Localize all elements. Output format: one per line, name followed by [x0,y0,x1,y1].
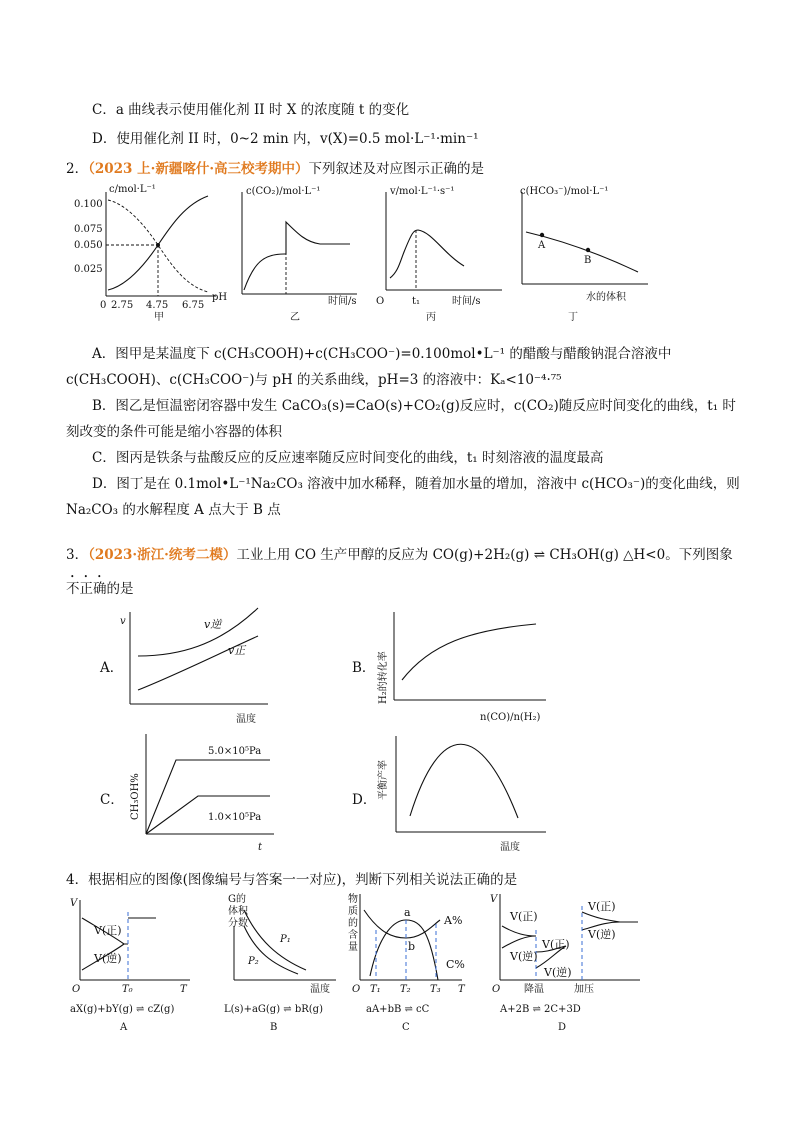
q4-stem: 4．根据相应的图像(图像编号与答案一一对应)，判断下列相关说法正确的是 [66,872,518,888]
jia-xtick: 6.75 [182,300,205,311]
q2-source: （2023 上·新疆喀什·高三校考期中） [88,161,309,177]
q4d-cool: 降温 [524,984,544,995]
graph-ding [510,182,660,322]
q4c-guides [376,920,436,980]
q4a-t0: T₀ [122,984,133,995]
q3-label-b: B． [352,660,376,676]
q3-emphasis: 不正确 [66,581,107,597]
q4a-equation: aX(g)+bY(g) ⇌ cZ(g) [70,1004,175,1015]
jia-caption: 甲 [154,312,164,323]
q2-option-b-cont: 刻改变的条件可能是缩小容器的体积 [66,424,282,440]
q2-option-a-cont: c(CH₃COOH)、c(CH₃COO⁻)与 pH 的关系曲线，pH=3 的溶液中：Kₐ<10⁻⁴·⁷⁵ [66,372,562,388]
bing-ylabel: v/mol·L⁻¹·s⁻¹ [390,186,455,197]
q3b-xlabel: n(CO)/n(H₂) [480,712,541,723]
q4c-t: T [458,984,465,995]
q4c-y5: 量 [348,942,358,953]
q4c-ap: A% [444,914,463,927]
q3-source: （2023·浙江·统考二模） [88,547,237,563]
q1-option-c: C．a 曲线表示使用催化剂 II 时 X 的浓度随 t 的变化 [92,102,410,118]
q3-stem-rest: 的是 [106,581,134,597]
jia-xlabel: pH [212,292,228,303]
q4c-b: b [408,940,416,953]
q4c-origin: O [352,984,361,995]
ding-curve [526,232,638,272]
graph-bing [372,182,512,322]
q3-graph-d [370,730,550,855]
q4c-y4: 含 [348,930,358,941]
q4d-vz-1: V(正) [510,910,538,923]
ding-point-b [586,248,590,252]
q1-option-d: D．使用催化剂 II 时，0~2 min 内，v(X)=0.5 mol·L⁻¹·min⁻¹ [92,131,479,147]
q4-graph-b [210,890,346,1040]
q3-label-c: C． [100,792,124,808]
yi-ylabel: c(CO₂)/mol·L⁻¹ [246,186,321,197]
q3b-ylabel: H₂的转化率 [378,651,389,704]
jia-xtick: 2.75 [111,300,134,311]
q3c-ylabel: CH₃OH% [130,773,141,820]
q3-stem: 工业上用 CO 生产甲醇的反应为 CO(g)+2H₂(g) ⇌ CH₃OH(g) △H<0。下列图象 [236,547,733,563]
q3a-label-vrev: v逆 [204,618,222,631]
q4a-vn: V(逆) [94,952,122,965]
q3-label-d: D． [352,792,377,808]
bing-origin: O [376,296,385,307]
q4d-equation: A+2B ⇌ 2C+3D [500,1004,581,1015]
q2-option-d: D．图丁是在 0.1mol•L⁻¹Na₂CO₃ 溶液中加水稀释，随着加水量的增加，溶液中 c(HCO₃⁻)的变化曲线，则 [92,476,740,492]
q3c-xlabel: t [258,842,263,853]
q3-graph-c [118,730,288,855]
q3-graph-a [118,604,278,729]
q2-number: 2． [66,161,89,177]
q2-option-d-cont: Na₂CO₃ 的水解程度 A 点大于 B 点 [66,502,281,518]
q4d-caption: D [558,1022,567,1033]
q4a-t: T [180,984,187,995]
q4d-vn-3: V(逆) [588,928,616,941]
q4b-equation: L(s)+aG(g) ⇌ bR(g) [224,1004,323,1015]
q4d-yaxis-label: V [490,894,498,905]
q3a-ylabel: v [120,616,126,627]
q4b-caption: B [270,1022,278,1033]
q2-option-c: C．图丙是铁条与盐酸反应的反应速率随反应时间变化的曲线，t₁ 时刻溶液的温度最高 [92,450,604,466]
bing-t1: t₁ [412,296,421,307]
q4c-caption: C [402,1022,410,1033]
q3-label-a: A． [100,660,124,676]
jia-ylabel: c/mol·L⁻¹ [109,184,156,195]
q4b-p2: P₂ [248,956,259,967]
q4b-ylabel: 分数 [228,918,248,929]
jia-ytick: 0.050 [74,240,103,251]
q3b-curve [402,624,536,680]
q3a-xlabel: 温度 [236,714,256,725]
bing-xlabel: 时间/s [452,296,481,307]
q3-stem-line2 [66,573,134,597]
q4-graph-c [346,890,486,1040]
q3-graph-b [370,604,550,729]
ding-ylabel: c(HCO₃⁻)/mol·L⁻¹ [520,186,609,197]
q4b-xlabel: 温度 [310,984,330,995]
q4c-y3: 的 [348,918,358,929]
q4-graph-a [66,894,202,1039]
q2-option-a: A．图甲是某温度下 c(CH₃COOH)+c(CH₃COO⁻)=0.100mol•L⁻¹ 的醋酸与醋酸钠混合溶液中 [92,346,672,362]
ding-caption: 丁 [568,312,578,323]
jia-intersection [156,243,160,247]
q4c-y2: 质 [348,906,358,917]
ding-label-a: A [538,240,546,251]
q4d-vz-3: V(正) [588,900,616,913]
q3c-label-high: 5.0×10⁵Pa [208,746,262,757]
q3d-curve [410,744,518,818]
yi-caption: 乙 [290,312,300,323]
bing-caption: 丙 [426,312,436,323]
ding-label-b: B [584,255,592,266]
q4c-equation: aA+bB ⇌ cC [366,1004,430,1015]
q4d-curves-1 [502,926,536,948]
jia-ytick: 0.075 [74,224,103,235]
q4d-vz-2: V(正) [542,938,570,951]
q4d-origin: O [492,984,501,995]
q4d-vn-1: V(逆) [510,950,538,963]
jia-origin: 0 [100,300,107,311]
q4a-caption: A [120,1022,128,1033]
q4c-t2: T₂ [400,984,411,995]
q4d-press: 加压 [574,984,594,995]
q2-stem-line [66,157,484,177]
q4b-ylabel: G的 [228,894,246,905]
q4b-p1: P₁ [280,934,291,945]
graph-jia [66,182,236,322]
q4c-cp: C% [446,958,465,971]
q4d-vn-2: V(逆) [544,966,572,979]
q2-option-b: B．图乙是恒温密闭容器中发生 CaCO₃(s)=CaO(s)+CO₂(g)反应时，c(CO₂)随反应时间变化的曲线，t₁ 时 [92,398,736,414]
q2-stem: 下列叙述及对应图示正确的是 [308,161,485,177]
q4a-origin: O [72,984,81,995]
q4c-y1: 物 [348,894,358,905]
q4b-ylabel: 体积 [228,906,248,917]
yi-curve-before [244,254,286,290]
ding-point-a [540,233,544,237]
q4a-vz: V(正) [94,924,122,937]
q3-stem-line [66,543,733,563]
q3d-ylabel: 平衡产率 [378,760,389,800]
bing-curve [390,230,464,278]
graph-yi [232,182,372,322]
jia-xtick: 4.75 [146,300,169,311]
yi-curve-after [286,222,350,254]
yi-xlabel: 时间/s [328,296,357,307]
q3-number: 3． [66,547,89,563]
ding-xlabel: 水的体积 [586,292,626,303]
jia-ytick: 0.100 [74,199,103,210]
q3a-label-vfwd: v正 [228,644,246,657]
q3d-xlabel: 温度 [500,842,520,853]
jia-ytick: 0.025 [74,264,103,275]
q4c-a: a [404,906,411,919]
q4-graph-d [490,890,650,1040]
q4c-t3: T₃ [430,984,441,995]
q3c-label-low: 1.0×10⁵Pa [208,812,262,823]
q4c-curve-a [364,910,440,938]
q4a-yaxis-label: V [70,898,78,909]
q4c-t1: T₁ [370,984,381,995]
